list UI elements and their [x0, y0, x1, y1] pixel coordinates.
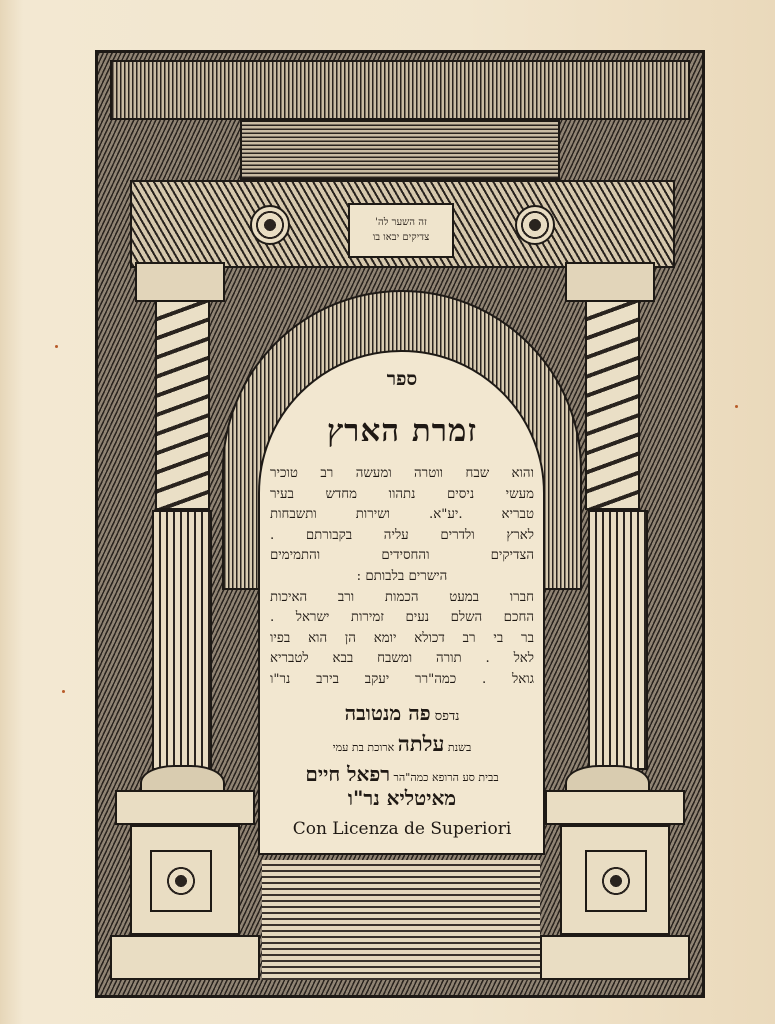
pedestal-cap-left: [115, 790, 255, 825]
description-line: טבריא .יע"א. ושירות ותשבחות: [270, 507, 534, 523]
license-statement: Con Licenza de Superiori: [292, 819, 512, 839]
rosette-ornament: [250, 205, 290, 245]
pedestal-ornament: [585, 850, 647, 912]
imprint-place: [262, 700, 542, 726]
description-line: והוא שבח ווטרה ומעשה רב טוכיר: [270, 466, 534, 481]
year-suffix: ארוכת בת עמי: [332, 741, 395, 754]
rosette-ornament: [515, 205, 555, 245]
description-line: חברו במעט הכמות ורב האיכות: [270, 589, 534, 605]
printer-name: רפאל חיים: [305, 762, 391, 786]
description-line: לארץ ולדרים עליה בקבורתם .: [270, 527, 534, 543]
book-title: זמרת הארץ: [326, 413, 478, 449]
pedestal-base-left: [110, 935, 260, 980]
printer-prefix: בבית סע הרופא כמה"הר: [393, 771, 499, 784]
pedestal-ornament: [150, 850, 212, 912]
inscription-cartouche: [348, 203, 454, 258]
description-line: לאל . תורה ומשבח בבא לטבריא: [270, 651, 534, 667]
fluted-column-right: [588, 510, 648, 770]
foxing-spot: [735, 405, 738, 408]
floor-perspective: [262, 860, 540, 980]
cartouche-line: צדיקים יבאו בו: [372, 232, 430, 243]
capital-right: [565, 262, 655, 302]
cartouche-line: זה השער לה': [375, 217, 427, 228]
year-prefix: בשנת: [447, 741, 472, 754]
twisted-column-left: [155, 300, 210, 510]
fluted-column-left: [152, 510, 212, 770]
cornice: [110, 60, 690, 120]
description-line: החכם השלם נעים זמירות ישראל .: [270, 610, 534, 626]
foxing-spot: [62, 690, 65, 693]
book-label: ספר: [386, 368, 418, 390]
description-line: הישרים בלבותם :: [356, 568, 448, 584]
description-line: הצדיקים והחסידים והתמימים: [270, 548, 534, 564]
imprint-year: [262, 730, 542, 758]
pedestal-cap-right: [545, 790, 685, 825]
description-block: [262, 464, 542, 691]
description-line: גואל . כמה"רר יעקב בירב נר"ו: [270, 671, 534, 687]
description-line: מעשי ניסים נתהוו מחדש בעיר: [270, 486, 534, 502]
description-line: בר בי רב דכולא יומא הן הוא בפיו: [270, 630, 534, 646]
imprint-printer: [262, 762, 542, 810]
twisted-column-right: [585, 300, 640, 510]
imprint-city: פה מנטובה: [344, 701, 431, 725]
imprint-prefix: נדפס: [434, 709, 460, 724]
printer-name-line2: מאיטליא נר"ו: [347, 786, 457, 810]
foxing-spot: [55, 345, 58, 348]
capital-left: [135, 262, 225, 302]
frieze: [240, 120, 560, 180]
year-chronogram: עלתה: [397, 731, 445, 756]
pedestal-base-right: [540, 935, 690, 980]
